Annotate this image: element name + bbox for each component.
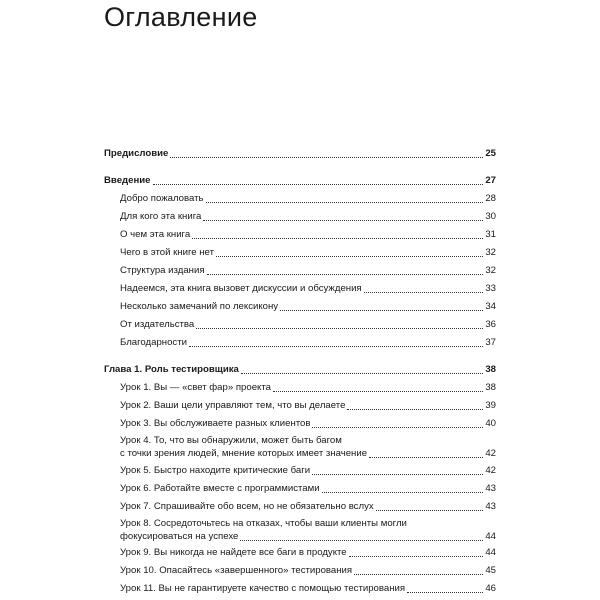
toc-entry-page: 37 — [485, 337, 496, 348]
toc-entry — [120, 211, 496, 223]
toc-entry — [120, 483, 496, 495]
dot-leader — [354, 573, 483, 575]
toc-entry-label: Несколько замечаний по лексикону — [120, 301, 279, 312]
toc-entry — [120, 193, 496, 205]
toc-entry-page: 46 — [485, 583, 496, 594]
toc-entry-label: Надеемся, эта книга вызовет дискуссии и обсуждения — [120, 283, 362, 294]
toc-entry — [120, 501, 496, 513]
toc-entry-label: Урок 7. Спрашивайте обо всем, но не обязательно вслух — [120, 501, 374, 512]
toc-entry-page: 36 — [485, 319, 496, 330]
toc-entry-label: Урок 10. Опасайтесь «завершенного» тестирования — [120, 565, 353, 576]
toc-entry — [120, 229, 496, 241]
toc-entry-line — [120, 531, 485, 544]
toc-entry-label: Урок 9. Вы никогда не найдете все баги в продукте — [120, 547, 347, 558]
dot-leader — [364, 291, 484, 293]
dot-leader — [241, 372, 483, 374]
dot-leader — [322, 491, 484, 493]
dot-leader — [240, 539, 483, 541]
dot-leader — [206, 201, 484, 203]
page-title: Оглавление — [104, 2, 258, 32]
dot-leader — [312, 473, 483, 475]
dot-leader — [349, 555, 484, 557]
toc-entry-page: 30 — [485, 211, 496, 222]
toc-entry-label: Урок 4. То, что вы обнаружили, может быть багом — [120, 435, 342, 446]
toc-entry-page: 43 — [485, 501, 496, 512]
toc-entry-label: Благодарности — [120, 337, 187, 348]
toc-entry-line — [120, 448, 485, 461]
toc-entry-label: Введение — [104, 175, 151, 186]
toc-entry-page: 42 — [485, 447, 496, 459]
dot-leader — [376, 509, 484, 511]
toc-entry-page: 33 — [485, 283, 496, 294]
toc-entry-page: 42 — [485, 465, 496, 476]
dot-leader — [312, 426, 483, 428]
toc-entry-text — [120, 518, 485, 543]
toc-entry — [120, 400, 496, 412]
dot-leader — [273, 390, 483, 392]
toc-entry-page: 45 — [485, 565, 496, 576]
toc-entry-label: Урок 11. Вы не гарантируете качество с помощью тестирования — [120, 583, 406, 594]
toc-entry — [120, 283, 496, 295]
toc-entry-label: Добро пожаловать — [120, 193, 204, 204]
toc-entry-page: 44 — [485, 530, 496, 542]
toc-entry — [120, 301, 496, 313]
toc-entry — [120, 418, 496, 430]
toc-entry-page: 31 — [485, 229, 496, 240]
dot-leader — [216, 255, 483, 257]
toc-entry — [120, 583, 496, 595]
toc-entry-label: Предисловие — [104, 148, 169, 159]
dot-leader — [170, 156, 483, 158]
toc-entry-page: 28 — [485, 193, 496, 204]
dot-leader — [196, 327, 483, 329]
toc-entry — [120, 337, 496, 349]
toc-entry-label: Структура издания — [120, 265, 205, 276]
toc-entry-label-continued: фокусироваться на успехе — [120, 530, 239, 542]
toc-entry-page: 44 — [485, 547, 496, 558]
toc-entry-text — [120, 435, 485, 460]
toc-entry-page: 39 — [485, 400, 496, 411]
toc-entry-label: Урок 6. Работайте вместе с программистами — [120, 483, 320, 494]
toc-entry-intro — [104, 175, 496, 187]
toc-entry — [120, 465, 496, 477]
toc-entry-label: Урок 3. Вы обслуживаете разных клиентов — [120, 418, 311, 429]
toc-entry-page: 43 — [485, 483, 496, 494]
dot-leader — [153, 183, 484, 185]
toc-entry — [120, 319, 496, 331]
toc-entry-label: О чем эта книга — [120, 229, 191, 240]
dot-leader — [347, 408, 483, 410]
toc-entry-label: Урок 5. Быстро находите критические баги — [120, 465, 311, 476]
toc-entry-chapter-1 — [104, 364, 496, 376]
toc-entry-label: Урок 2. Ваши цели управляют тем, что вы делаете — [120, 400, 346, 411]
toc-entry-preface — [104, 148, 496, 160]
toc-entry-page: 38 — [485, 382, 496, 393]
toc-entry — [120, 247, 496, 259]
dot-leader — [189, 345, 483, 347]
toc-entry-label-continued: с точки зрения людей, мнение которых имеет значение — [120, 447, 368, 459]
dot-leader — [207, 273, 484, 275]
dot-leader — [192, 237, 483, 239]
toc-entry — [120, 435, 496, 460]
toc-entry — [120, 547, 496, 559]
toc-entry-page: 32 — [485, 247, 496, 258]
dot-leader — [203, 219, 483, 221]
toc-entry-label: Урок 8. Сосредоточьтесь на отказах, чтобы ваши клиенты могли — [120, 518, 407, 529]
toc-entry-label: Для кого эта книга — [120, 211, 202, 222]
toc-entry — [120, 265, 496, 277]
toc-entry — [120, 382, 496, 394]
dot-leader — [280, 309, 483, 311]
toc-entry-page: 27 — [485, 175, 496, 186]
toc-entry-label: Урок 1. Вы — «свет фар» проекта — [120, 382, 271, 393]
toc-entry — [120, 518, 496, 543]
toc-entry-label: От издательства — [120, 319, 195, 330]
toc-entry-page: 32 — [485, 265, 496, 276]
toc-entry — [120, 565, 496, 577]
toc-entry-page: 25 — [485, 148, 496, 159]
dot-leader — [369, 456, 483, 458]
toc-entry-page: 34 — [485, 301, 496, 312]
toc-entry-label: Глава 1. Роль тестировщика — [104, 364, 239, 375]
toc-entry-page: 38 — [485, 364, 496, 375]
toc-entry-label: Чего в этой книге нет — [120, 247, 214, 258]
dot-leader — [407, 591, 483, 593]
toc-entry-page: 40 — [485, 418, 496, 429]
